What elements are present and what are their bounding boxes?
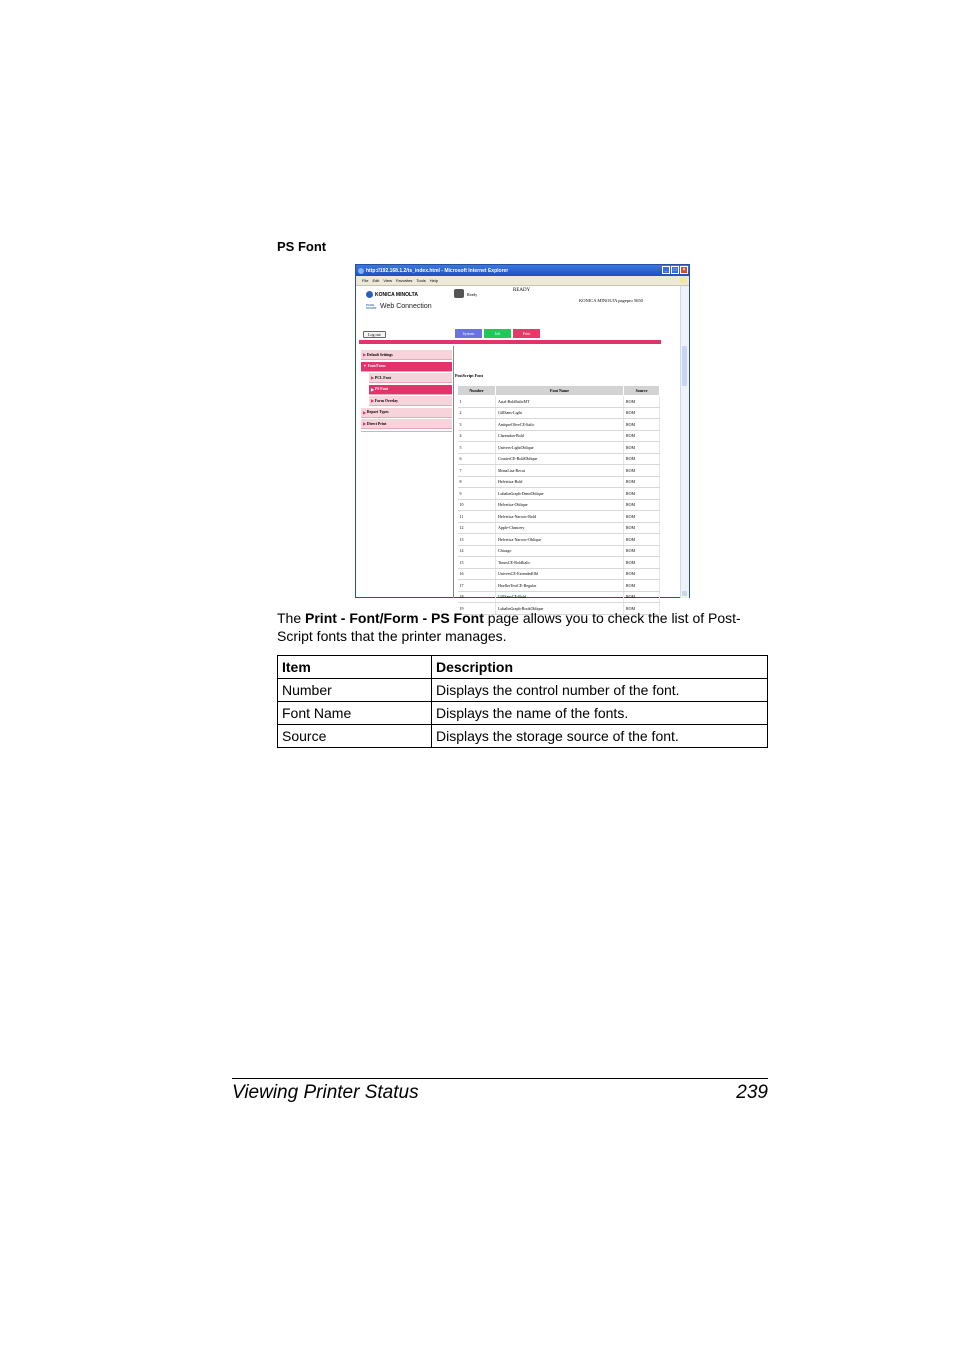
table-cell: ROM <box>624 488 660 500</box>
minimize-icon[interactable]: _ <box>662 266 670 274</box>
table-cell: ROM <box>624 568 660 580</box>
close-icon[interactable]: × <box>680 266 688 274</box>
sidebar-item-label: PS Font <box>374 387 388 391</box>
table-cell: 15 <box>458 557 496 569</box>
table-cell: ROM <box>624 603 660 615</box>
table-cell: ROM <box>624 453 660 465</box>
table-cell: ROM <box>624 442 660 454</box>
table-row <box>458 488 660 500</box>
table-row <box>458 511 660 523</box>
ie-icon <box>358 268 364 274</box>
table-row <box>458 465 660 477</box>
table-cell: Helvetica-Narrow-Bold <box>496 511 624 523</box>
page-content <box>356 286 689 611</box>
tab-print[interactable]: Print <box>513 329 540 338</box>
konica-logo <box>366 291 418 298</box>
table-row <box>458 545 660 557</box>
table-row <box>458 557 660 569</box>
menu-file[interactable]: File <box>362 278 369 283</box>
table-row <box>458 591 660 603</box>
table-cell: 3 <box>458 419 496 431</box>
table-cell: 19 <box>458 603 496 615</box>
browser-menubar <box>356 276 689 286</box>
table-cell: 7 <box>458 465 496 477</box>
table-cell: Arial-BoldItalicMT <box>496 396 624 408</box>
table-cell: ROM <box>624 534 660 546</box>
table-cell: Univers-LightOblique <box>496 442 624 454</box>
sidebar-item-form-overlay[interactable] <box>369 396 452 406</box>
section-heading: PS Font <box>277 239 327 254</box>
table-cell: Helvetica-Narrow-Oblique <box>496 534 624 546</box>
paragraph-text: The <box>277 610 306 626</box>
brand-name: KONICA MINOLTA <box>375 291 418 298</box>
browser-titlebar <box>356 265 689 276</box>
scrollbar-thumb[interactable] <box>682 346 687 386</box>
table-row <box>458 522 660 534</box>
printer-status: READY <box>513 288 531 293</box>
table-cell: ROM <box>624 419 660 431</box>
table-row <box>458 430 660 442</box>
sidebar-item-label: Default Settings <box>366 352 393 357</box>
triangle-icon: ▶ <box>363 410 366 415</box>
table-cell: Number <box>278 679 432 702</box>
column-header-font-name: Font Name <box>496 386 624 396</box>
table-cell: 12 <box>458 522 496 534</box>
table-row <box>458 396 660 408</box>
table-cell: 11 <box>458 511 496 523</box>
column-header-description: Description <box>432 656 768 679</box>
triangle-icon: ▶ <box>371 399 374 403</box>
web-connection-label: Web Connection <box>380 303 432 310</box>
triangle-icon: ▶ <box>371 387 374 392</box>
column-header-source: Source <box>624 386 660 396</box>
table-cell: 14 <box>458 545 496 557</box>
table-cell: 4 <box>458 430 496 442</box>
table-cell: ROM <box>624 465 660 477</box>
menu-tools[interactable]: Tools <box>416 278 426 283</box>
table-cell: ROM <box>624 557 660 569</box>
table-row <box>458 534 660 546</box>
sidebar-item-font-form[interactable] <box>361 362 452 372</box>
table-cell: Clarendon-Bold <box>496 430 624 442</box>
tab-job[interactable]: Job <box>484 329 511 338</box>
paragraph-bold-text: Print - Font/Form - PS Font <box>305 610 484 626</box>
triangle-down-icon: ▼ <box>363 364 367 368</box>
table-cell: ROM <box>624 499 660 511</box>
table-row <box>458 476 660 488</box>
sidebar-item-ps-font[interactable] <box>369 385 452 395</box>
sidebar-item-label: Direct Print <box>366 421 387 426</box>
browser-title: http://192.168.1.2/ts_index.html - Microsoft Internet Explorer <box>366 267 509 274</box>
menu-view[interactable]: View <box>383 278 392 283</box>
pagescope-label: PAGE SCOPE <box>366 302 377 310</box>
menu-edit[interactable]: Edit <box>372 278 380 283</box>
konica-logo-icon <box>366 291 373 298</box>
table-cell: ROM <box>624 430 660 442</box>
menu-favorites[interactable]: Favorites <box>395 278 413 283</box>
table-cell: 9 <box>458 488 496 500</box>
table-cell: ROM <box>624 522 660 534</box>
table-row <box>458 419 660 431</box>
table-cell: 17 <box>458 580 496 592</box>
table-cell: UniversCE-ExtendedObl <box>496 568 624 580</box>
table-cell: GillSansCE-Bold <box>496 591 624 603</box>
table-cell: Font Name <box>278 702 432 725</box>
table-cell: TimesCE-BoldItalic <box>496 557 624 569</box>
table-cell: GillSans-Light <box>496 407 624 419</box>
table-cell: ROM <box>624 580 660 592</box>
scrollbar[interactable] <box>680 286 689 598</box>
sidebar-item-label: Form Overlay <box>374 398 399 403</box>
printer-status-icon <box>454 289 464 298</box>
paragraph-text: page allows you to check the list of Post-Script fonts that the printer manages. <box>277 610 741 644</box>
triangle-icon: ▶ <box>371 376 374 380</box>
column-header-item: Item <box>278 656 432 679</box>
divider <box>361 431 452 432</box>
table-row <box>458 453 660 465</box>
main-tabs <box>455 329 540 338</box>
description-table <box>277 655 768 748</box>
font-table <box>457 385 660 615</box>
table-row <box>458 580 660 592</box>
table-cell: Displays the storage source of the font. <box>432 725 768 748</box>
triangle-icon: ▶ <box>363 422 366 426</box>
table-cell: 10 <box>458 499 496 511</box>
table-cell: ROM <box>624 476 660 488</box>
column-header-number: Number <box>458 386 496 396</box>
table-row <box>458 407 660 419</box>
scroll-down-icon[interactable] <box>682 591 687 596</box>
table-cell: ROM <box>624 545 660 557</box>
table-cell: Apple-Chancery <box>496 522 624 534</box>
page-number: 239 <box>736 1082 768 1103</box>
table-cell: 6 <box>458 453 496 465</box>
sidebar-item-label: Font/Form <box>367 364 386 368</box>
table-cell: ROM <box>624 591 660 603</box>
description-paragraph <box>277 609 767 645</box>
table-row <box>278 725 768 748</box>
menu-help[interactable]: Help <box>429 278 438 283</box>
table-cell: Helvetica-Bold <box>496 476 624 488</box>
table-cell: Displays the control number of the font. <box>432 679 768 702</box>
table-row <box>458 568 660 580</box>
table-cell: 13 <box>458 534 496 546</box>
table-cell: 18 <box>458 591 496 603</box>
table-cell: 1 <box>458 396 496 408</box>
table-cell: ROM <box>624 396 660 408</box>
printer-status-small: Ready <box>467 292 478 297</box>
table-cell: HoeflerTextCE-Regular <box>496 580 624 592</box>
web-connection-logo <box>366 303 432 310</box>
sidebar-nav <box>361 350 452 432</box>
table-row <box>278 702 768 725</box>
table-cell: CourierCE-BoldOblique <box>496 453 624 465</box>
sidebar-item-label: PCL Font <box>374 375 391 380</box>
tab-system[interactable]: System <box>455 329 482 338</box>
table-cell: 5 <box>458 442 496 454</box>
divider <box>453 346 454 598</box>
sidebar-item-direct-print[interactable] <box>361 419 452 429</box>
table-cell: LubalinGraph-BookOblique <box>496 603 624 615</box>
table-cell: LubalinGraph-DemiOblique <box>496 488 624 500</box>
printer-model: KONICA MINOLTA pagepro 5650 <box>579 298 643 303</box>
sidebar-item-label: Report Types <box>366 410 389 414</box>
table-cell: 16 <box>458 568 496 580</box>
sidebar-item-default-settings[interactable] <box>361 350 452 360</box>
table-row <box>278 679 768 702</box>
maximize-icon[interactable]: □ <box>671 266 679 274</box>
sidebar-item-pcl-font[interactable] <box>369 373 452 383</box>
table-cell: Helvetica-Oblique <box>496 499 624 511</box>
table-row <box>458 442 660 454</box>
header-divider <box>359 340 661 344</box>
table-cell: MonaLisa-Recut <box>496 465 624 477</box>
windows-flag-icon <box>680 277 687 283</box>
table-cell: Displays the name of the fonts. <box>432 702 768 725</box>
table-cell: 8 <box>458 476 496 488</box>
triangle-icon: ▶ <box>363 353 366 357</box>
table-row <box>458 499 660 511</box>
table-cell: 2 <box>458 407 496 419</box>
table-cell: ROM <box>624 511 660 523</box>
logout-button[interactable]: Log out <box>363 331 386 338</box>
footer-rule <box>232 1078 768 1079</box>
table-cell: ROM <box>624 407 660 419</box>
table-cell: AntiqueOliveCE-Italic <box>496 419 624 431</box>
footer-title: Viewing Printer Status <box>232 1082 419 1103</box>
browser-window <box>355 264 690 611</box>
table-cell: Source <box>278 725 432 748</box>
page-title: PostScript Font <box>455 373 484 378</box>
table-cell: Chicago <box>496 545 624 557</box>
sidebar-item-report-types[interactable] <box>361 408 452 418</box>
